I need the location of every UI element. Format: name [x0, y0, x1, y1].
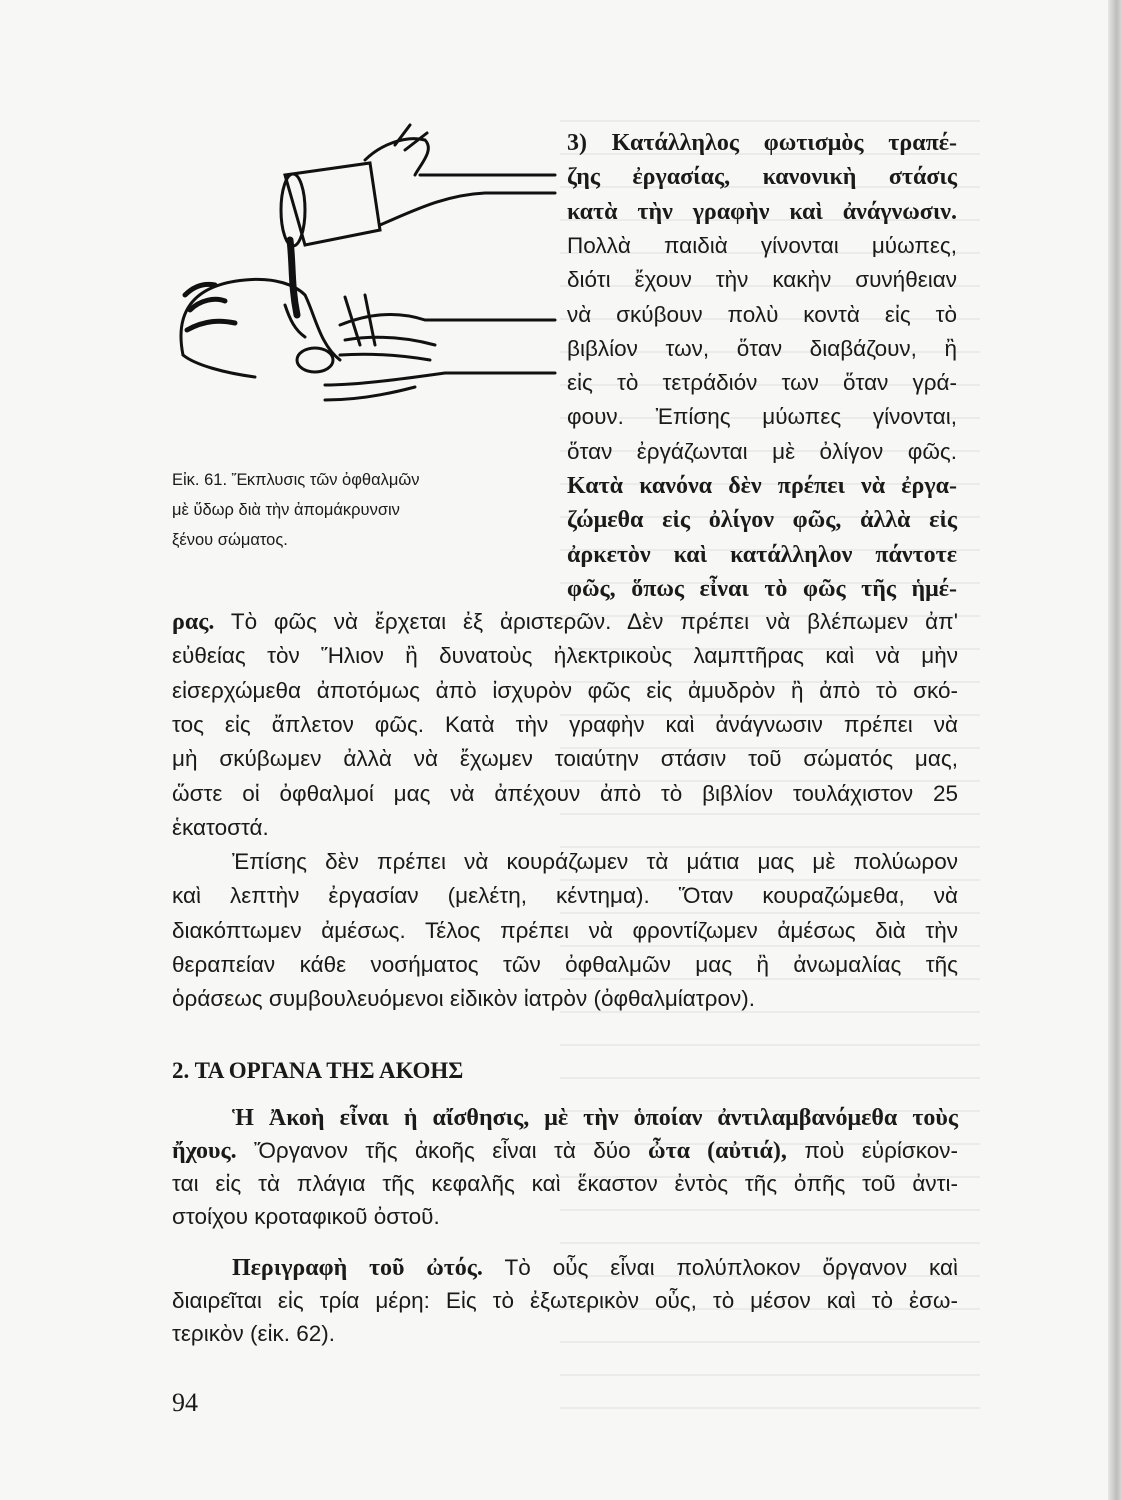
page-number: 94 [172, 1388, 198, 1417]
text-line [172, 676, 958, 706]
text-run: ὅταν ἐργάζωνται μὲ ὀλίγον φῶς. [567, 438, 957, 464]
bold-text: Ἡ Ἀκοὴ εἶναι ἡ αἴσθησις, μὲ τὴν ὁποίαν ἀντιλαμβανόμεθα τοὺς [232, 1105, 958, 1131]
text-line [172, 1202, 958, 1232]
text-line [567, 334, 957, 364]
text-line [172, 1319, 958, 1349]
bold-text: Περιγραφὴ τοῦ ὠτός. [232, 1255, 483, 1281]
text-line [567, 437, 957, 467]
text-line [172, 984, 958, 1014]
bold-text: Κατὰ κανόνα δὲν πρέπει νὰ ἐργα- [567, 473, 957, 499]
bold-text: ζης ἐργασίας, κανονικὴ στάσις [567, 164, 957, 191]
text-line [172, 1169, 958, 1199]
text-line [172, 710, 958, 740]
bold-text: ζώμεθα εἰς ὀλίγον φῶς, ἀλλὰ εἰς [567, 507, 957, 534]
text-run: ὥστε οἱ ὀφθαλμοί μας νὰ ἀπέχουν ἀπὸ τὸ βιβλίον τουλάχιστον 25 [172, 780, 958, 806]
text-run: ὁράσεως συμβουλευόμενοι εἰδικὸν ἰατρὸν (ὀφθαλμίατρον). [172, 986, 755, 1012]
text-run: νὰ σκύβουν πολὺ κοντὰ εἰς τὸ [567, 301, 957, 327]
text-line [567, 471, 957, 501]
text-line [172, 950, 958, 980]
bold-text: ἤχους. [172, 1138, 237, 1164]
text-line [567, 540, 957, 570]
text-line [567, 162, 957, 192]
text-run: στοίχου κροταφικοῦ ὀστοῦ. [172, 1204, 440, 1229]
bold-text: φῶς, ὅπως εἶναι τὸ φῶς τῆς ἡμέ- [567, 575, 957, 602]
text-line [567, 505, 957, 535]
caption-line: μὲ ὕδωρ διὰ τὴν ἀπομάκρυνσιν [172, 501, 400, 519]
text-run: τος εἰς ἄπλετον φῶς. Κατὰ τὴν γραφὴν καὶ ἀνάγνωσιν πρέπει νὰ [172, 711, 958, 737]
text-run: ποὺ εὑρίσκον- [786, 1138, 959, 1163]
text-line [172, 779, 958, 809]
text-run: εὐθείας τὸν Ἥλιον ἢ δυνατοὺς ἠλεκτρικοὺς λαμπτῆρας καὶ νὰ μὴν [172, 643, 958, 669]
page-edge-shadow [1108, 0, 1122, 1500]
text-run: Πολλὰ παιδιὰ γίνονται μύωπες, [567, 232, 957, 258]
text-line [567, 300, 957, 330]
bold-text: ὦτα (αὐτιά), [648, 1138, 787, 1164]
text-run: διακόπτωμεν ἀμέσως. Τέλος πρέπει νὰ φροντίζωμεν ἀμέσως διὰ τὴν [172, 917, 958, 943]
eye-washing-illustration [165, 115, 565, 455]
text-line [567, 574, 957, 604]
text-run: ται εἰς τὰ πλάγια τῆς κεφαλῆς καὶ ἕκαστον ἐντὸς τῆς ὀπῆς τοῦ ἀντι- [172, 1171, 958, 1196]
text-line [567, 368, 957, 398]
text-line [232, 1253, 958, 1283]
text-run: καὶ λεπτὴν ἐργασίαν (μελέτη, κέντημα). Ὅταν κουραζώμεθα, νὰ [172, 883, 958, 909]
text-run: Ἐπίσης δὲν πρέπει νὰ κουράζωμεν τὰ μάτια μας μὲ πολύωρον [232, 849, 958, 875]
text-run: διαιρεῖται εἰς τρία μέρη: Εἰς τὸ ἐξωτερικὸν οὖς, τὸ μέσον καὶ τὸ ἐσω- [172, 1288, 958, 1313]
text-line [172, 916, 958, 946]
text-line [172, 813, 958, 843]
bold-text: ἀρκετὸν καὶ κατάλληλον πάντοτε [567, 541, 957, 568]
text-line [567, 231, 957, 261]
text-run: ἑκατοστά. [172, 814, 269, 840]
text-run: Τὸ φῶς νὰ ἔρχεται ἐξ ἀριστερῶν. Δὲν πρέπει νὰ βλέπωμεν ἀπ' [214, 609, 958, 634]
section-heading: 2. ΤΑ ΟΡΓΑΝΑ ΤΗΣ ΑΚΟΗΣ [172, 1058, 464, 1083]
text-run: Τὸ οὖς εἶναι πολύπλοκον ὄργανον καὶ [482, 1255, 958, 1280]
text-run: βιβλίον των, ὅταν διαβάζουν, ἢ [567, 335, 957, 361]
text-line [172, 607, 958, 637]
text-line [567, 128, 957, 158]
caption-line: ξένου σώματος. [172, 531, 288, 549]
text-run: διότι ἔχουν τὴν κακὴν συνήθειαν [567, 267, 957, 293]
text-run: εἰς τὸ τετράδιόν των ὅταν γρά- [567, 370, 957, 396]
text-run: μὴ σκύβωμεν ἀλλὰ νὰ ἔχωμεν τοιαύτην στάσιν τοῦ σώματός μας, [172, 746, 958, 772]
text-line [172, 744, 958, 774]
text-run: φουν. Ἐπίσης μύωπες γίνονται, [567, 404, 957, 430]
text-line [172, 881, 958, 911]
bold-text: κατὰ τὴν γραφὴν καὶ ἀνάγνωσιν. [567, 198, 957, 225]
bold-text: 3) Κατάλληλος φωτισμὸς τραπέ- [567, 130, 957, 156]
text-run: εἰσερχώμεθα ἀποτόμως ἀπὸ ἰσχυρὸν φῶς εἰς ἀμυδρὸν ἢ ἀπὸ τὸ σκό- [172, 677, 958, 703]
text-line [172, 1136, 958, 1166]
text-run: Ὄργανον τῆς ἀκοῆς εἶναι τὰ δύο [236, 1138, 649, 1163]
text-line [567, 197, 957, 227]
text-line [172, 1286, 958, 1316]
bold-text: ρας. [172, 609, 215, 635]
caption-line: Εἰκ. 61. Ἔκπλυσις τῶν ὀφθαλμῶν [172, 471, 420, 489]
text-run: τερικὸν (εἰκ. 62). [172, 1321, 336, 1346]
text-run: θεραπείαν κάθε νοσήματος τῶν ὀφθαλμῶν μας ἢ ἀνωμαλίας τῆς [172, 952, 958, 977]
text-line [232, 1103, 958, 1133]
text-line [567, 402, 957, 432]
text-line [567, 265, 957, 295]
text-line [232, 847, 958, 877]
text-line [172, 641, 958, 671]
